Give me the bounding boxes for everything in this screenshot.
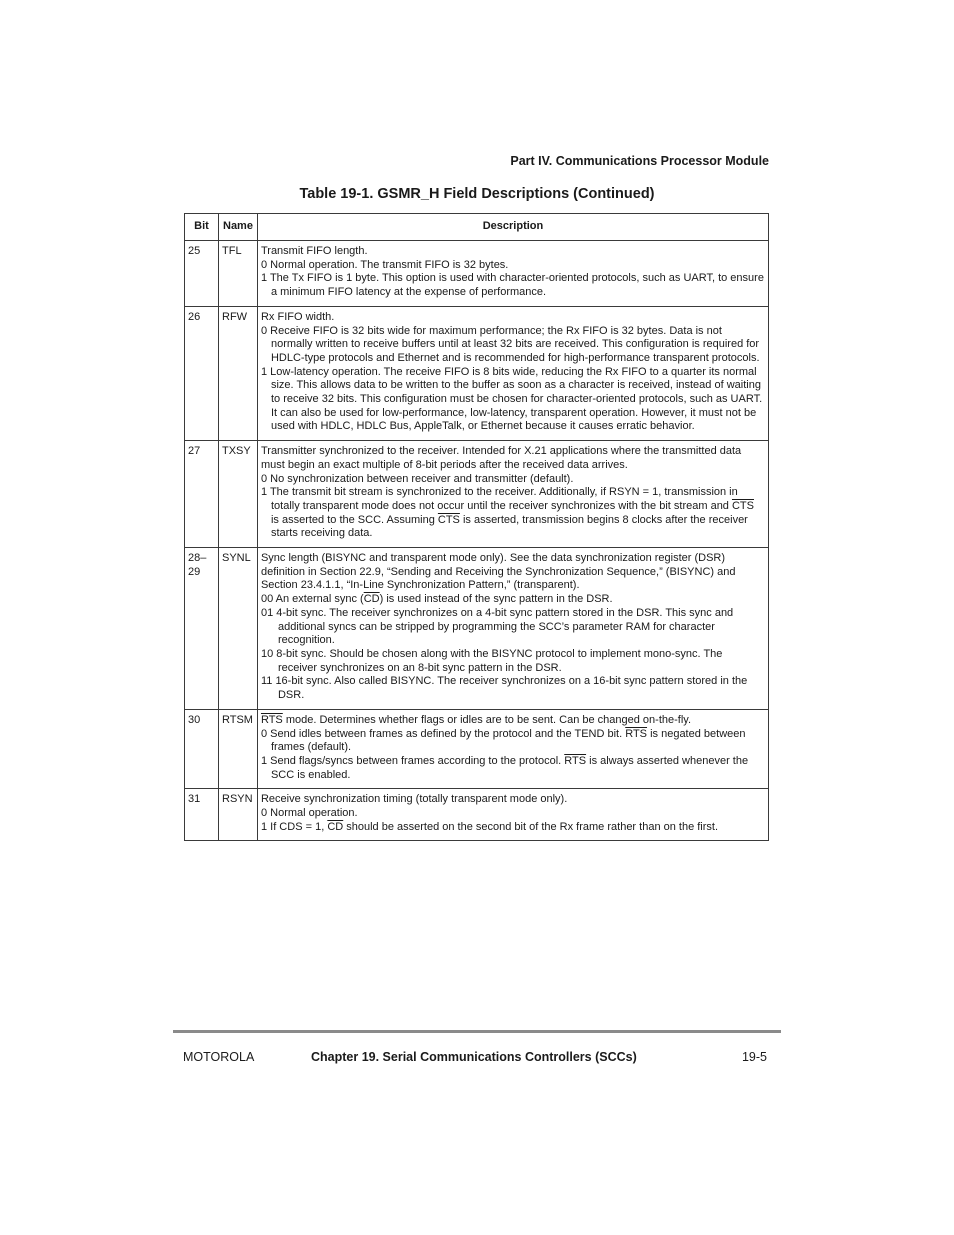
signal-rts: $\overline{RTS}$: [564, 754, 587, 767]
bit-cell: 28–29: [185, 548, 219, 710]
footer-company: MOTOROLA: [183, 1050, 255, 1064]
option-text: 1 The transmit bit stream is synchronized to the receiver. Additionally, if RSYN = 1, transmission in totally transparent mode does not occur until the receiver synchronizes with the bit stream and: [260, 486, 738, 512]
table-row: [185, 548, 769, 710]
option-1: 1 The Tx FIFO is 1 byte. This option is used with character-oriented protocols, such as UART, to ensure a minimum FIFO latency at the expense of performance.: [260, 272, 764, 299]
option-0: [261, 728, 764, 755]
signal-cts: $\overline{CTS}$: [437, 513, 460, 526]
name-cell: RTSM: [219, 709, 258, 789]
description-intro: Rx FIFO width.: [260, 310, 335, 323]
option-text: 00 An external sync (: [260, 593, 364, 606]
option-text: is asserted to the SCC. Assuming: [270, 513, 438, 526]
description-cell: [257, 441, 768, 548]
signal-cd: $\overline{CD}$: [327, 820, 344, 833]
option-01: 01 4-bit sync. The receiver synchronizes on a 4-bit sync pattern stored in the DSR. This sync and additional syncs can be stripped by programming the SCC’s parameter RAM for character recognition.: [260, 606, 734, 647]
name-cell: RFW: [219, 306, 258, 440]
option-text: is asserted, transmission begins 8 clocks after the receiver starts receiving data.: [270, 513, 748, 540]
description-intro: Sync length (BISYNC and transparent mode only). See the data synchronization register (DSR) definition in Section 22.9, “Sending and Receiving the Synchronization Sequence,” (BISYNC) and Section 23.4.1.1, “In-Line Synchronization Pattern,” (transparent).: [260, 552, 736, 592]
name-cell: TFL: [219, 241, 258, 307]
option-00: [261, 593, 764, 607]
table-row: [185, 789, 769, 841]
option-text: should be asserted on the second bit of the Rx frame rather than on the first.: [343, 820, 719, 833]
table-header-row: [185, 214, 769, 241]
option-text: ) is used instead of the sync pattern in the DSR.: [379, 593, 613, 606]
bit-cell: 30: [185, 709, 219, 789]
footer-rule: [173, 1030, 781, 1033]
name-cell: RSYN: [219, 789, 258, 841]
description-cell: [257, 548, 768, 710]
field-description-table: [184, 213, 769, 841]
option-text: 1 Send flags/syncs between frames according to the protocol.: [260, 754, 565, 767]
description-cell: [257, 789, 768, 841]
option-0: 0 Normal operation. The transmit FIFO is 32 bytes.: [260, 258, 509, 271]
bit-cell: 31: [185, 789, 219, 841]
table-row: [185, 709, 769, 789]
option-text: 1 If CDS = 1,: [260, 820, 328, 833]
column-header-name: Name: [219, 214, 258, 241]
option-0: 0 No synchronization between receiver and transmitter (default).: [260, 472, 574, 485]
description-intro: [261, 714, 764, 728]
option-1: [261, 486, 764, 541]
signal-rts: $\overline{RTS}$: [260, 713, 283, 726]
signal-cd: $\overline{CD}$: [363, 593, 380, 606]
signal-rts: $\overline{RTS}$: [625, 727, 648, 740]
option-1: [261, 755, 764, 782]
option-text: 0 Send idles between frames as defined by the protocol and the TEND bit.: [260, 727, 626, 740]
description-intro: Transmitter synchronized to the receiver. Intended for X.21 applications where the transmitted data must begin an exact multiple of 8-bit periods after the received data arrives.: [260, 445, 742, 471]
bit-cell: 25: [185, 241, 219, 307]
table-title: Table 19-1. GSMR_H Field Descriptions (Continued): [299, 186, 655, 202]
table-row: [185, 241, 769, 307]
option-0: 0 Receive FIFO is 32 bits wide for maximum performance; the Rx FIFO is 32 bytes. Data is not normally written to receive buffers until at least 32 bits are received. This configuration is required for HDLC-type protocols and Ethernet and is recommended for high-performance transparent protocols.: [260, 324, 760, 364]
intro-text: mode. Determines whether flags or idles are to be sent. Can be changed on-the-fly.: [282, 713, 692, 726]
description-cell: [257, 241, 768, 307]
option-text: is always asserted whenever the SCC is enabled.: [270, 754, 749, 781]
option-11: 11 16-bit sync. Also called BISYNC. The receiver synchronizes on a 16-bit sync pattern stored in the DSR.: [260, 675, 748, 702]
option-text: is negated between frames (default).: [270, 727, 746, 754]
bit-cell: 26: [185, 306, 219, 440]
description-cell: [257, 709, 768, 789]
description-intro: Receive synchronization timing (totally transparent mode only).: [260, 793, 568, 806]
footer-chapter: Chapter 19. Serial Communications Controllers (SCCs): [311, 1050, 637, 1064]
column-header-description: Description: [257, 214, 768, 241]
description-intro: Transmit FIFO length.: [260, 245, 368, 257]
footer-page-number: 19-5: [741, 1050, 767, 1064]
option-1: 1 Low-latency operation. The receive FIFO is 8 bits wide, reducing the Rx FIFO to a quarter its normal size. This allows data to be written to the buffer as soon as a character is received, instead of waiting to receive 32 bits. This configuration must be chosen for character-oriented protocols, such as UART. It can also be used for low-performance, low-latency, transparent operation. However, it must not be used with HDLC, HDLC Bus, AppleTalk, or Ethernet because it causes erratic behavior.: [260, 365, 763, 433]
part-header: Part IV. Communications Processor Module: [510, 154, 769, 168]
table-row: [185, 306, 769, 440]
table-row: [185, 441, 769, 548]
option-1: [261, 821, 764, 835]
signal-cts: $\overline{CTS}$: [731, 499, 754, 512]
name-cell: SYNL: [219, 548, 258, 710]
bit-cell: 27: [185, 441, 219, 548]
column-header-bit: Bit: [185, 214, 219, 241]
option-10: 10 8-bit sync. Should be chosen along with the BISYNC protocol to implement mono-sync. The receiver synchronizes on an 8-bit sync pattern in the DSR.: [260, 647, 723, 674]
name-cell: TXSY: [219, 441, 258, 548]
option-0: 0 Normal operation.: [260, 807, 358, 820]
description-cell: [257, 306, 768, 440]
